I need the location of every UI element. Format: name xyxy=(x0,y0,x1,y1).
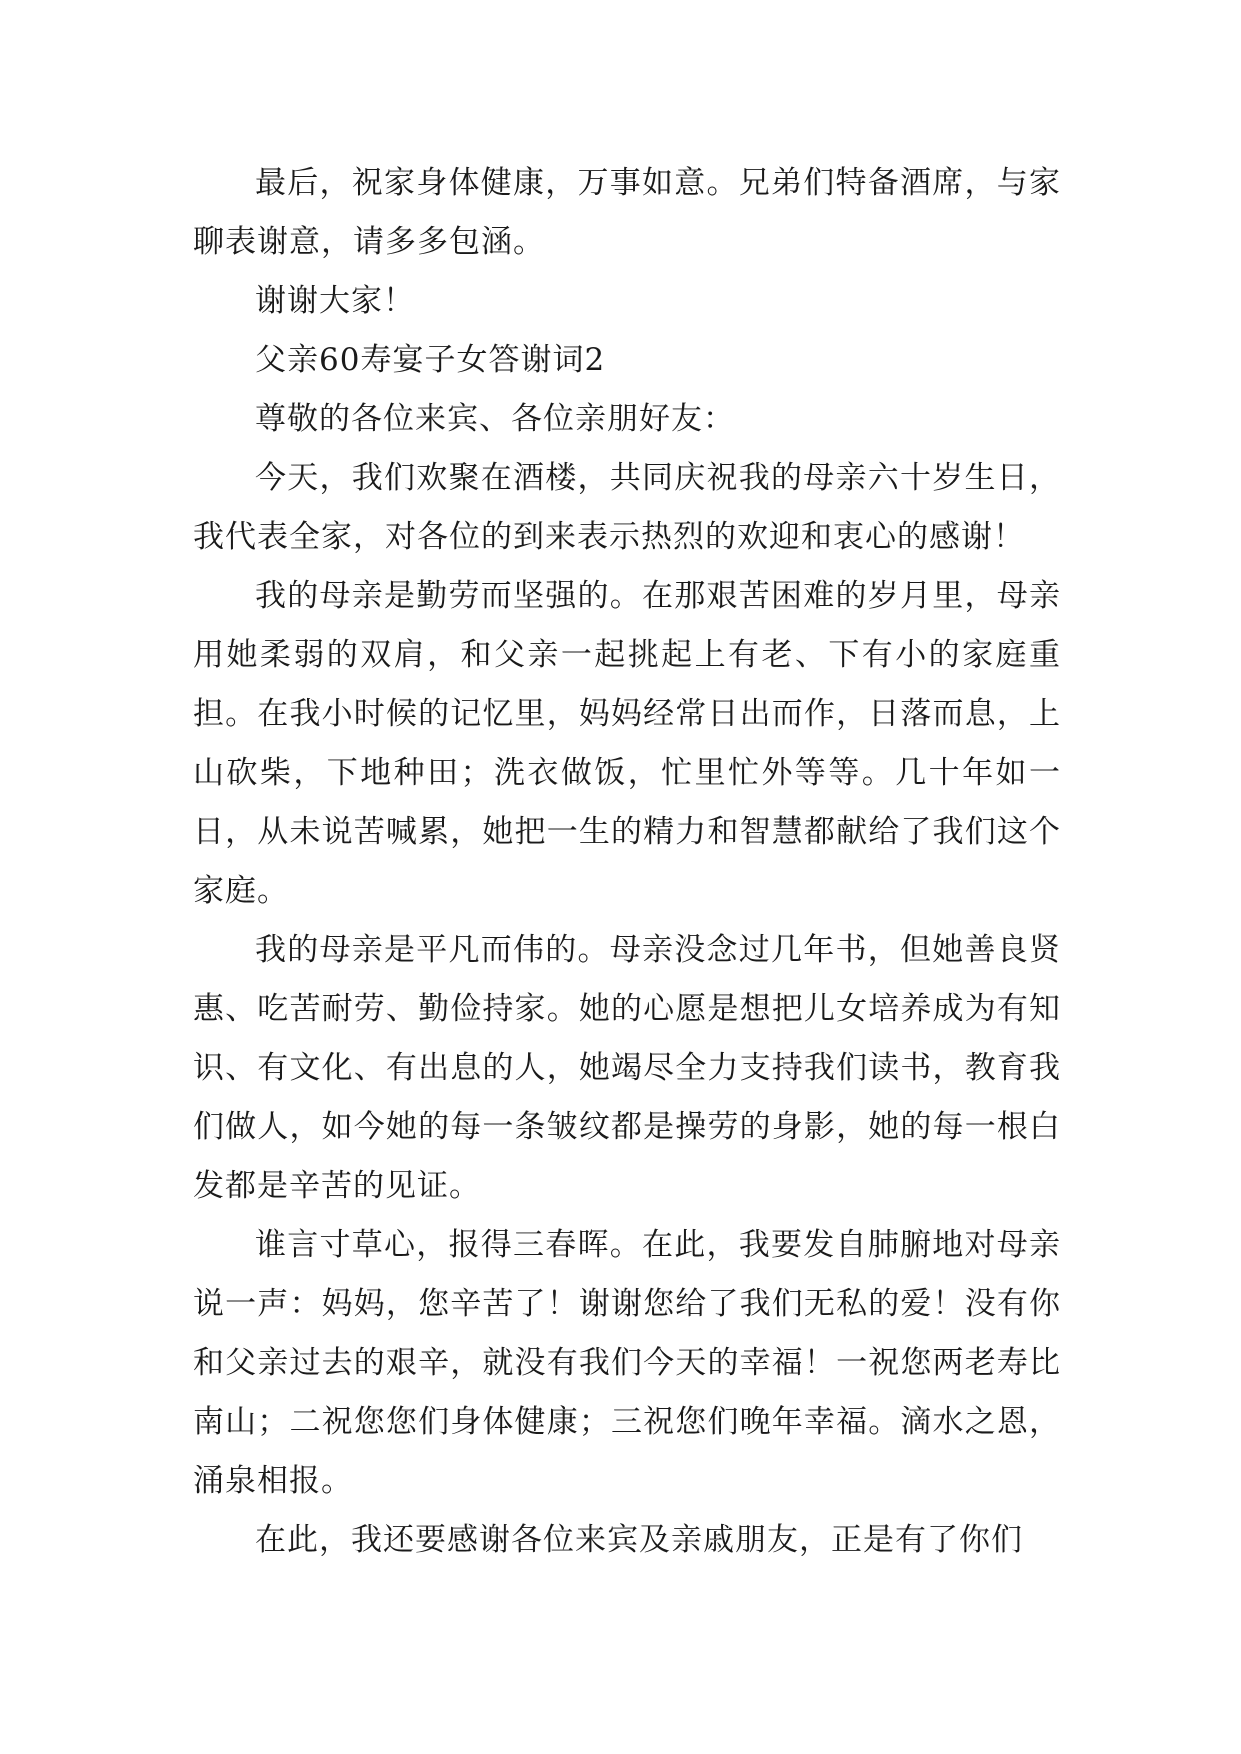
paragraph-gratitude: 谁言寸草心，报得三春晖。在此，我要发自肺腑地对母亲说一声：妈妈，您辛苦了！谢谢您给了我们无私的爱！没有你和父亲过去的艰辛，就没有我们今天的幸福！一祝您两老寿比南山；二祝您您们身体健康；三祝您们晚年幸福。滴水之恩，涌泉相报。 xyxy=(193,1227,1061,1499)
paragraph-thanks: 谢谢大家！ xyxy=(255,283,415,319)
document-body xyxy=(193,154,1061,1570)
section-heading: 父亲60寿宴子女答谢词2 xyxy=(255,342,606,378)
paragraph-welcome: 今天，我们欢聚在酒楼，共同庆祝我的母亲六十岁生日，我代表全家，对各位的到来表示热烈的欢迎和衷心的感谢！ xyxy=(193,460,1061,555)
paragraph-thanks-guests: 在此，我还要感谢各位来宾及亲戚朋友，正是有了你们 xyxy=(255,1522,1023,1558)
paragraph-ordinary-mother: 我的母亲是平凡而伟的。母亲没念过几年书，但她善良贤惠、吃苦耐劳、勤俭持家。她的心愿是想把儿女培养成为有知识、有文化、有出息的人，她竭尽全力支持我们读书，教育我们做人，如今她的每一条皱纹都是操劳的身影，她的每一根白发都是辛苦的见证。 xyxy=(193,932,1061,1204)
paragraph-hardworking-mother: 我的母亲是勤劳而坚强的。在那艰苦困难的岁月里，母亲用她柔弱的双肩，和父亲一起挑起上有老、下有小的家庭重担。在我小时候的记忆里，妈妈经常日出而作，日落而息，上山砍柴，下地种田；洗衣做饭，忙里忙外等等。几十年如一日，从未说苦喊累，她把一生的精力和智慧都献给了我们这个家庭。 xyxy=(193,578,1061,909)
paragraph-closing-wishes: 最后，祝家身体健康，万事如意。兄弟们特备酒席，与家聊表谢意，请多多包涵。 xyxy=(193,165,1061,260)
paragraph-salutation: 尊敬的各位来宾、各位亲朋好友： xyxy=(255,401,735,437)
